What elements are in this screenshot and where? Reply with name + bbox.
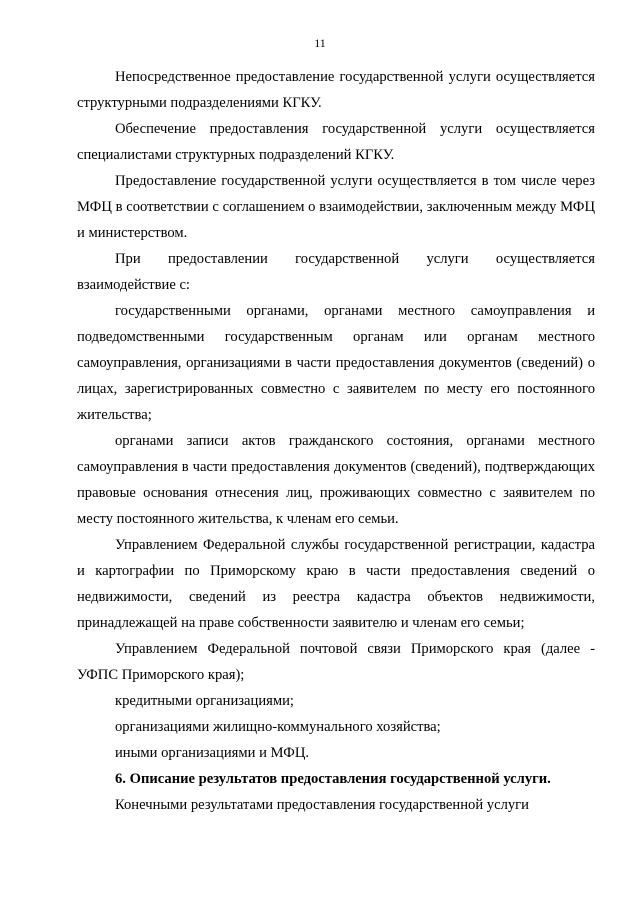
paragraph-other-organizations: иными организациями и МФЦ. <box>115 745 310 761</box>
paragraph-mfc-provision: Предоставление государственной услуги осуществляется в том числе через МФЦ в соответствии с соглашением о взаимодействии, заключенным между МФЦ и министерством. <box>77 173 595 241</box>
paragraph-credit-organizations: кредитными организациями; <box>115 693 294 709</box>
paragraph-final-results: Конечными результатами предоставления государственной услуги <box>115 797 529 813</box>
paragraph-state-bodies: государственными органами, органами местного самоуправления и подведомственными государственным органам или органам местного самоуправления, организациями в части предоставления документов (сведений) о лицах, зарегистрированных совместно с заявителем по месту его постоянного жительства; <box>77 303 595 423</box>
paragraph-housing-organizations: организациями жилищно-коммунального хозяйства; <box>115 719 441 735</box>
paragraph-postal-service: Управлением Федеральной почтовой связи Приморского края (далее - УФПС Приморского края); <box>77 641 595 683</box>
paragraph-direct-provision: Непосредственное предоставление государственной услуги осуществляется структурными подразделениями КГКУ. <box>77 69 595 111</box>
paragraph-rosreestr: Управлением Федеральной службы государственной регистрации, кадастра и картографии по Приморскому краю в части предоставления сведений о недвижимости, сведений из реестра кадастра объектов недвижимости, принадлежащей на праве собственности заявителю и членам его семьи; <box>77 537 595 631</box>
page-number: 11 <box>314 36 326 50</box>
document-body <box>77 64 595 818</box>
paragraph-civil-registry: органами записи актов гражданского состояния, органами местного самоуправления в части предоставления документов (сведений), подтверждающих правовые основания отнесения лиц, проживающих совместно с заявителем по месту постоянного жительства, к членам его семьи. <box>77 433 595 527</box>
paragraph-provision-support: Обеспечение предоставления государственной услуги осуществляется специалистами структурных подразделений КГКУ. <box>77 121 595 163</box>
section-heading-results: 6. Описание результатов предоставления государственной услуги. <box>115 771 551 787</box>
paragraph-interaction-intro: При предоставлении государственной услуги осуществляется взаимодействие с: <box>77 251 595 293</box>
